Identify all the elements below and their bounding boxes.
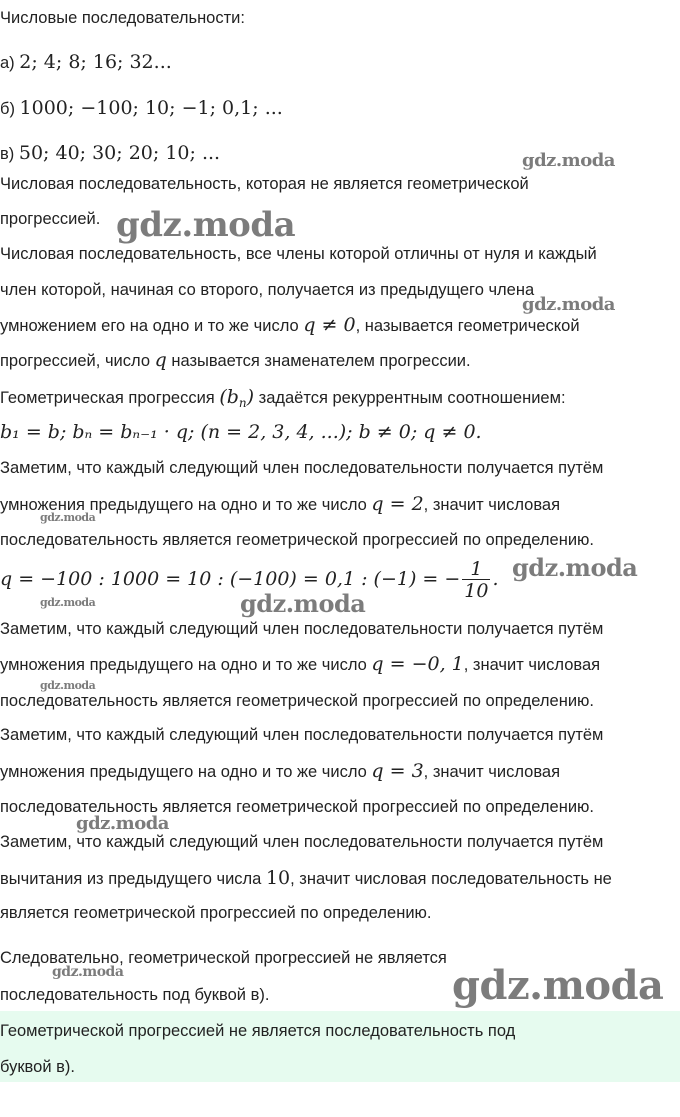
sequence-c-value: 50; 40; 30; 20; 10; ...	[18, 142, 221, 164]
watermark: gdz.moda	[40, 679, 96, 692]
para-d-line-2	[0, 866, 612, 891]
para-b-line-1: Заметим, что каждый следующий член последовательности получается путём	[0, 620, 604, 638]
watermark: gdz.moda	[240, 589, 366, 618]
sequence-a-value: 2; 4; 8; 16; 32...	[19, 51, 172, 73]
watermark: gdz.moda	[452, 962, 664, 1009]
formula-b-main: q = −100 : 1000 = 10 : (−100) = 0,1 : (−1) = −	[0, 568, 461, 590]
def-geom-line-3	[0, 313, 580, 338]
para-c-q-math: q = 3	[371, 760, 424, 782]
para-a-q-math: q = 2	[371, 493, 424, 515]
def-geom-line-2: член которой, начиная со второго, получается из предыдущего члена	[0, 281, 535, 299]
watermark: gdz.moda	[40, 596, 96, 609]
formula-b-denominator: 10	[464, 579, 489, 602]
recurrent-math-sub: n	[238, 396, 247, 410]
para-c-line-1: Заметим, что каждый следующий член последовательности получается путём	[0, 726, 604, 744]
para-d-line-2-tail: , значит числовая последовательность не	[290, 870, 612, 888]
def-geom-q-symbol: q	[154, 349, 167, 371]
sequence-c	[0, 141, 220, 166]
answer-line-2: буквой в).	[0, 1058, 75, 1076]
answer-line-1: Геометрической прогрессией не является последовательность под	[0, 1022, 516, 1040]
para-b-line-2-text: умножения предыдущего на одно и то же число	[0, 656, 372, 674]
formula-b-tail: .	[492, 568, 499, 590]
para-d-number-math: 10	[265, 867, 291, 889]
conclusion-line-1: Следовательно, геометрической прогрессией не является	[0, 949, 447, 967]
conclusion-line-2: последовательность под буквой в).	[0, 986, 270, 1004]
def-geom-line-4-text: прогрессией, число	[0, 352, 155, 370]
def-geom-line-3-text: умножением его на одно и то же число	[0, 317, 304, 335]
answer-block	[0, 1011, 680, 1082]
para-c-line-2-tail: , значит числовая	[423, 763, 561, 781]
recurrent-line	[0, 385, 566, 415]
para-c-line-3: последовательность является геометрической прогрессией по определению.	[0, 798, 594, 816]
watermark: gdz.moda	[116, 205, 296, 245]
para-a-line-2-text: умножения предыдущего на одно и то же число	[0, 496, 372, 514]
watermark: gdz.moda	[522, 150, 615, 171]
recurrent-math-close: )	[246, 386, 255, 408]
def-geom-line-4	[0, 348, 471, 373]
def-geom-line-1: Числовая последовательность, все члены которой отличны от нуля и каждый	[0, 245, 597, 263]
recurrent-formula: b₁ = b; bₙ = bₙ₋₁ · q; (n = 2, 3, 4, ...); b ≠ 0; q ≠ 0.	[0, 421, 482, 443]
intro-text: Числовые последовательности:	[0, 9, 245, 27]
para-b-line-2-tail: , значит числовая	[463, 656, 601, 674]
para-b-line-2	[0, 652, 600, 677]
recurrent-math-open: (b	[219, 386, 239, 408]
recurrent-text: Геометрическая прогрессия	[0, 389, 220, 407]
para-d-line-3: является геометрической прогрессией по определению.	[0, 904, 432, 922]
sequence-b-value: 1000; −100; 10; −1; 0,1; ...	[19, 97, 283, 119]
watermark: gdz.moda	[522, 294, 615, 315]
watermark: gdz.moda	[40, 511, 96, 524]
para-d-line-2-text: вычитания из предыдущего числа	[0, 870, 266, 888]
sequence-a	[0, 50, 172, 75]
formula-b-numerator: 1	[462, 559, 490, 580]
watermark: gdz.moda	[512, 553, 638, 582]
watermark: gdz.moda	[76, 813, 169, 834]
para-a-line-2-tail: , значит числовая	[423, 496, 561, 514]
sequence-b-label: б)	[0, 100, 15, 118]
sequence-a-label: а)	[0, 54, 15, 72]
para-a-line-3: последовательность является геометрической прогрессией по определению.	[0, 531, 594, 549]
para-a-line-1: Заметим, что каждый следующий член последовательности получается путём	[0, 459, 604, 477]
sequence-c-label: в)	[0, 145, 15, 163]
def-geom-q-math: q ≠ 0	[303, 314, 356, 336]
watermark: gdz.moda	[52, 964, 124, 980]
para-c-line-2	[0, 759, 560, 784]
def-not-geom-line-1: Числовая последовательность, которая не является геометрической	[0, 175, 529, 193]
para-b-q-math: q = −0, 1	[371, 653, 464, 675]
def-geom-line-3-tail: , называется геометрической	[355, 317, 580, 335]
sequence-b	[0, 96, 283, 121]
def-geom-line-4-tail: называется знаменателем прогрессии.	[166, 352, 471, 370]
formula-b-fraction	[462, 559, 490, 602]
def-not-geom-line-2: прогрессией.	[0, 210, 101, 228]
para-b-line-3: последовательность является геометрической прогрессией по определению.	[0, 692, 594, 710]
para-c-line-2-text: умножения предыдущего на одно и то же число	[0, 763, 372, 781]
recurrent-text-tail: задаётся рекуррентным соотношением:	[254, 389, 566, 407]
para-d-line-1: Заметим, что каждый следующий член последовательности получается путём	[0, 833, 604, 851]
